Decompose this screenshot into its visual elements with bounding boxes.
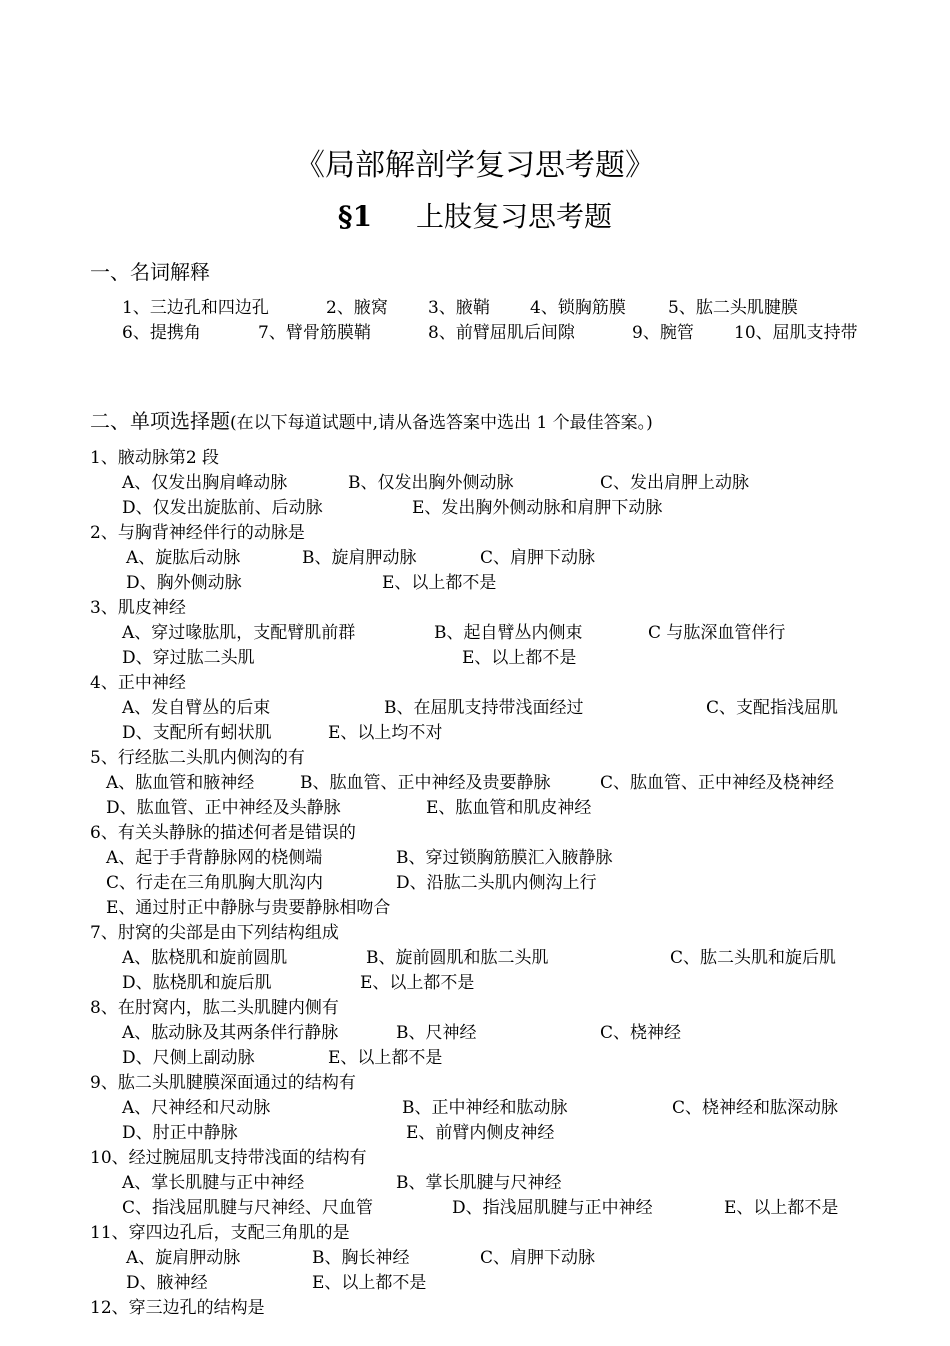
option: D、穿过肱二头肌 (122, 648, 255, 668)
option: E、前臂内侧皮神经 (406, 1123, 555, 1143)
option-row (90, 546, 596, 571)
option-row (90, 1021, 682, 1046)
term-item: 7、臂骨筋膜鞘 (258, 323, 371, 343)
question-stem: 7、肘窝的尖部是由下列结构组成 (90, 923, 339, 943)
question-stem: 3、肌皮神经 (90, 598, 186, 618)
term-item: 10、屈肌支持带 (734, 323, 858, 343)
option: C、肱二头肌和旋后肌 (670, 948, 837, 968)
option-row (90, 496, 663, 521)
document-title: 《局部解剖学复习思考题》 (295, 148, 655, 183)
option: C、行走在三角肌胸大肌沟内 (106, 873, 324, 893)
option: A、肱血管和腋神经 (106, 773, 255, 793)
option: B、旋前圆肌和肱二头肌 (366, 948, 549, 968)
option: E、以上都不是 (462, 648, 577, 668)
question-stem: 9、肱二头肌腱膜深面通过的结构有 (90, 1073, 356, 1093)
option: A、起于手背静脉网的桡侧端 (106, 848, 323, 868)
option: E、以上都不是 (382, 573, 497, 593)
option: D、肱桡肌和旋后肌 (122, 973, 272, 993)
option: E、通过肘正中静脉与贵要静脉相吻合 (106, 898, 391, 918)
option: E、以上都不是 (724, 1198, 839, 1218)
option: A、尺神经和尺动脉 (122, 1098, 271, 1118)
option: E、肱血管和肌皮神经 (426, 798, 592, 818)
option-row (90, 946, 837, 971)
question-stem: 6、有关头静脉的描述何者是错误的 (90, 823, 356, 843)
option-row (90, 721, 443, 746)
option: C、支配指浅屈肌 (706, 698, 839, 718)
option: C、肩胛下动脉 (480, 1248, 596, 1268)
option: E、以上均不对 (328, 723, 443, 743)
term-item: 3、腋鞘 (428, 298, 490, 318)
option: A、穿过喙肱肌，支配臂肌前群 (122, 623, 356, 643)
option-row (90, 971, 475, 996)
term-item: 2、腋窝 (326, 298, 388, 318)
option: C、桡神经和肱深动脉 (672, 1098, 839, 1118)
option-row (90, 796, 592, 821)
question-stem: 4、正中神经 (90, 673, 186, 693)
option-row (90, 621, 786, 646)
option: E、以上都不是 (328, 1048, 443, 1068)
option: C、肩胛下动脉 (480, 548, 596, 568)
option: B、正中神经和肱动脉 (402, 1098, 568, 1118)
option-row (90, 1171, 562, 1196)
option-row (90, 846, 613, 871)
option: D、支配所有蚓状肌 (122, 723, 272, 743)
option: D、指浅屈肌腱与正中神经 (452, 1198, 653, 1218)
option: E、以上都不是 (312, 1273, 427, 1293)
question-stem: 8、在肘窝内，肱二头肌腱内侧有 (90, 998, 339, 1018)
option: B、仅发出胸外侧动脉 (348, 473, 514, 493)
option: C、肱血管、正中神经及桡神经 (600, 773, 835, 793)
option-row (90, 1271, 427, 1296)
option-row (90, 646, 577, 671)
question-stem: 10、经过腕屈肌支持带浅面的结构有 (90, 1148, 367, 1168)
chapter-number: §1 (337, 200, 373, 233)
option: B、起自臂丛内侧束 (434, 623, 583, 643)
option: D、尺侧上副动脉 (122, 1048, 255, 1068)
option: A、旋肩胛动脉 (126, 1248, 241, 1268)
option: E、发出胸外侧动脉和肩胛下动脉 (412, 498, 663, 518)
option: D、仅发出旋肱前、后动脉 (122, 498, 323, 518)
question-stem: 1、腋动脉第2 段 (90, 448, 220, 468)
section-instruction: (在以下每道试题中,请从备选答案中选出 1 个最佳答案。) (230, 413, 653, 433)
question-stem: 5、行经肱二头肌内侧沟的有 (90, 748, 305, 768)
option: B、肱血管、正中神经及贵要静脉 (300, 773, 551, 793)
option-row (90, 1046, 443, 1071)
option-row (90, 1121, 555, 1146)
option-row (90, 1196, 839, 1221)
option: D、肱血管、正中神经及头静脉 (106, 798, 341, 818)
section-heading-text: 二、单项选择题 (90, 409, 230, 433)
question-stem: 12、穿三边孔的结构是 (90, 1298, 265, 1318)
option: E、以上都不是 (360, 973, 475, 993)
option: D、胸外侧动脉 (126, 573, 242, 593)
option: A、肱桡肌和旋前圆肌 (122, 948, 288, 968)
option-row (90, 1246, 596, 1271)
option-row (90, 696, 839, 721)
chapter-name: 上肢复习思考题 (416, 200, 613, 233)
option: B、旋肩胛动脉 (302, 548, 417, 568)
option: D、肘正中静脉 (122, 1123, 238, 1143)
option: C、桡神经 (600, 1023, 682, 1043)
section-heading-choice (90, 405, 653, 434)
question-stem: 2、与胸背神经伴行的动脉是 (90, 523, 305, 543)
term-item: 6、提携角 (122, 323, 201, 343)
option: B、掌长肌腱与尺神经 (396, 1173, 562, 1193)
option-row (90, 1096, 839, 1121)
option: B、胸长神经 (312, 1248, 410, 1268)
option: B、尺神经 (396, 1023, 477, 1043)
option: B、在屈肌支持带浅面经过 (384, 698, 584, 718)
question-stem: 11、穿四边孔后，支配三角肌的是 (90, 1223, 350, 1243)
option: A、旋肱后动脉 (126, 548, 241, 568)
term-item: 5、肱二头肌腱膜 (668, 298, 798, 318)
option: C 与肱深血管伴行 (648, 623, 786, 643)
term-item: 9、腕管 (632, 323, 694, 343)
chapter-title (0, 195, 950, 235)
option: A、发自臂丛的后束 (122, 698, 271, 718)
section-heading-terms: 一、名词解释 (90, 260, 210, 284)
option: C、发出肩胛上动脉 (600, 473, 750, 493)
term-item: 1、三边孔和四边孔 (122, 298, 269, 318)
term-item: 8、前臂屈肌后间隙 (428, 323, 575, 343)
option: B、穿过锁胸筋膜汇入腋静脉 (396, 848, 613, 868)
option-row (90, 471, 750, 496)
option: D、沿肱二头肌内侧沟上行 (396, 873, 597, 893)
term-item: 4、锁胸筋膜 (530, 298, 626, 318)
option-row (90, 896, 391, 921)
option-row (90, 571, 497, 596)
option-row (90, 771, 835, 796)
option: C、指浅屈肌腱与尺神经、尺血管 (122, 1198, 374, 1218)
question-list (90, 446, 839, 1321)
option: A、仅发出胸肩峰动脉 (122, 473, 288, 493)
option: D、腋神经 (126, 1273, 208, 1293)
option: A、掌长肌腱与正中神经 (122, 1173, 305, 1193)
option: A、肱动脉及其两条伴行静脉 (122, 1023, 339, 1043)
option-row (90, 871, 597, 896)
